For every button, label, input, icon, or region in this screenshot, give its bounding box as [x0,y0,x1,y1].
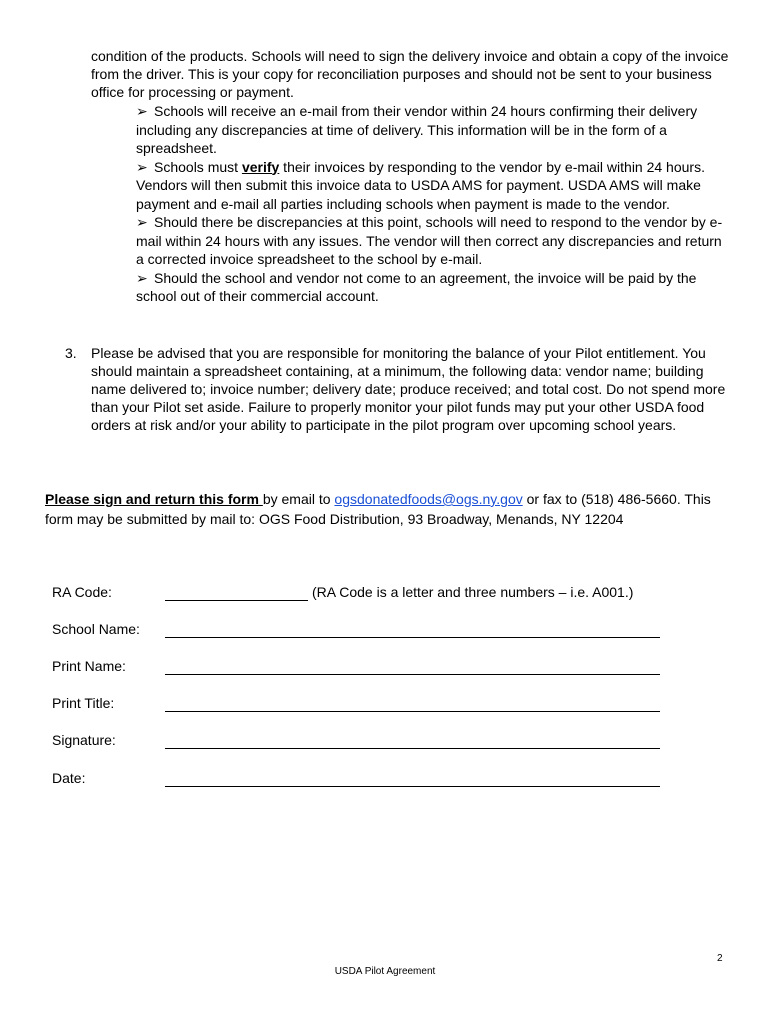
bullet-item: ➢ Schools will receive an e-mail from their vendor within 24 hours confirming their delivery including any discrepancies at time of delivery. This information will be in the form of a spreadsheet. [136,103,698,156]
arrow-bullet-icon: ➢ [136,269,148,286]
arrow-bullet-icon: ➢ [136,158,148,175]
date-field [52,770,672,790]
date-input-line[interactable] [165,786,660,787]
date-label: Date: [52,770,86,786]
signature-field [52,732,672,752]
school-name-input-line[interactable] [165,637,660,638]
bullet-list [136,102,728,306]
school-name-label: School Name: [52,621,140,637]
print-title-label: Print Title: [52,695,115,711]
item-number: 3. [65,345,77,361]
item-text: Please be advised that you are responsible for monitoring the balance of your Pilot entitlement. You should maintain a spreadsheet containing, at a minimum, the following data: vendor name; building name delivered to; invoice number; delivery date; produce received; and total cost. Do not spend more than your Pilot set aside. Failure to properly monitor your pilot funds may put your other USDA food orders at risk and/or your ability to participate in the pilot program over upcoming school years. [91,345,726,433]
arrow-bullet-icon: ➢ [136,214,148,230]
ra-code-hint: (RA Code is a letter and three numbers – i.e. A001.) [312,584,634,600]
sign-instructions: Please sign and return this form by email to ogsdonatedfoods@ogs.ny.gov or fax to (518) 486-5660. This form may be submitted by mail to: OGS Food Distribution, 93 Broadway, Menands, NY 12204 [45,491,711,527]
verify-emphasis: verify [241,158,280,175]
bullet-item: ➢ Schools must verify their invoices by responding to the vendor by e-mail within 24 hours. Vendors will then submit this invoice data to USDA AMS for payment. USDA AMS will make payment and e-mail all parties including schools when payment is made to the vendor. [136,158,705,212]
print-name-field [52,658,672,678]
bullet-item: ➢ Should there be discrepancies at this point, schools will need to respond to the vendor by e-mail within 24 hours with any issues. The vendor will then correct any discrepancies and return a corrected invoice spreadsheet to the school by e-mail. [136,214,723,267]
ra-code-label: RA Code: [52,584,112,600]
print-name-label: Print Name: [52,658,126,674]
email-link[interactable]: ogsdonatedfoods@ogs.ny.gov [334,491,523,507]
school-name-field [52,621,672,641]
bullet-item: ➢ Should the school and vendor not come to an agreement, the invoice will be paid by the school out of their commercial account. [136,269,697,304]
print-title-field [52,695,672,715]
signature-label: Signature: [52,732,116,748]
sign-instruction-bold: Please sign and return this form [45,491,263,507]
print-name-input-line[interactable] [165,674,660,675]
ra-code-field [52,584,672,604]
intro-paragraph: condition of the products. Schools will need to sign the delivery invoice and obtain a copy of the invoice from the driver. This is your copy for reconciliation purposes and should not be sent to your business office for processing or payment. [91,48,729,100]
arrow-bullet-icon: ➢ [136,103,148,119]
print-title-input-line[interactable] [165,711,660,712]
page-number: 2 [717,953,723,964]
signature-input-line[interactable] [165,748,660,749]
ra-code-input-line[interactable] [165,600,308,601]
page-footer: USDA Pilot Agreement [334,966,436,977]
